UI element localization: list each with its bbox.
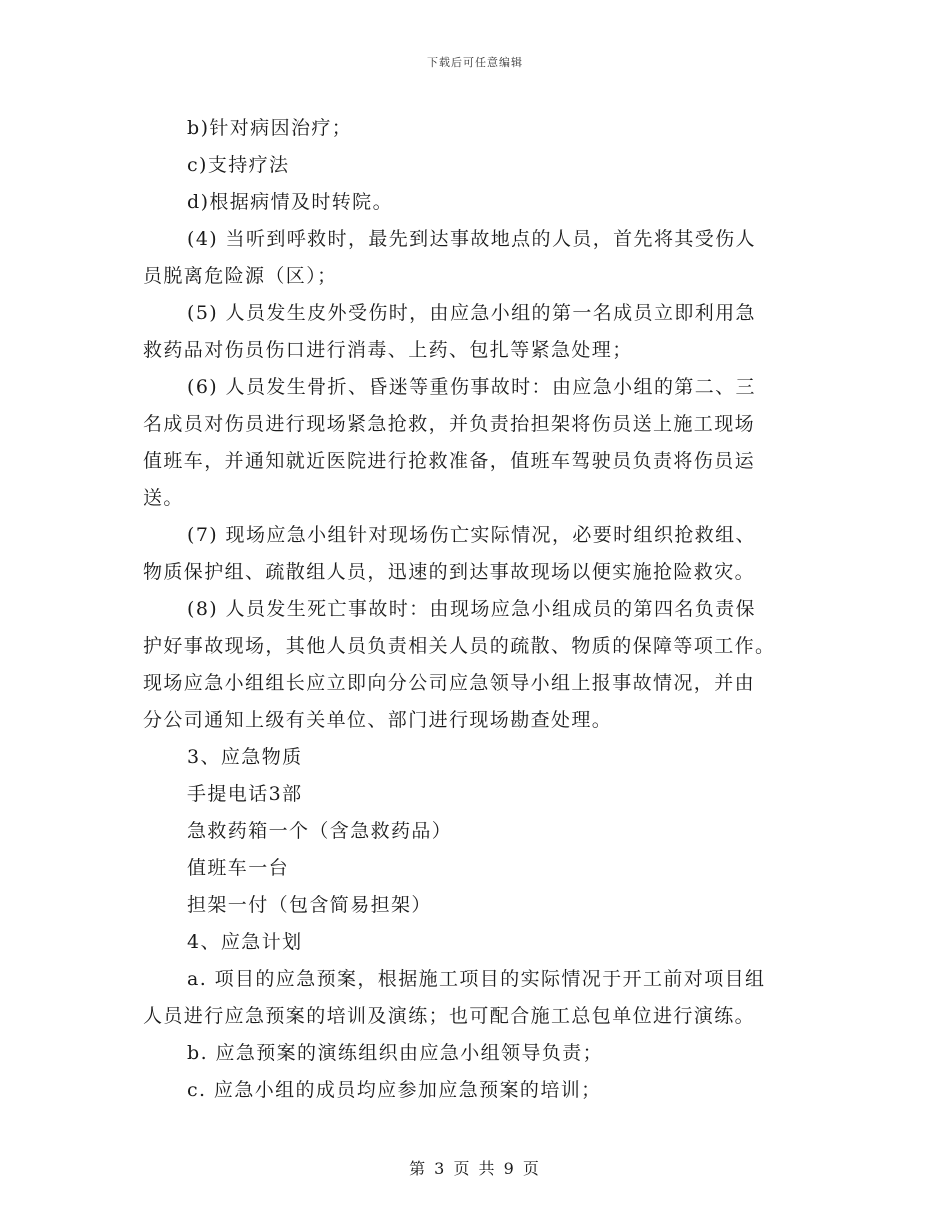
material-item: 担架一付（包含简易担架）	[187, 894, 432, 916]
section-3-title: 3、应急物质	[187, 746, 303, 768]
paragraph-line: 人员进行应急预案的培训及演练；也可配合施工总包单位进行演练。	[143, 1005, 756, 1027]
paragraph-line: 名成员对伤员进行现场紧急抢救，并负责抬担架将伤员送上施工现场	[143, 413, 756, 435]
paragraph-5	[143, 295, 808, 369]
plan-item-c: c. 应急小组的成员均应参加应急预案的培训；	[187, 1079, 602, 1101]
paragraph-6	[143, 369, 808, 517]
list-item-d: d)根据病情及时转院。	[187, 191, 393, 213]
page-header-note: 下载后可任意编辑	[427, 56, 523, 69]
paragraph-line: 分公司通知上级有关单位、部门进行现场勘查处理。	[143, 709, 613, 731]
paragraph-line: (5) 人员发生皮外受伤时，由应急小组的第一名成员立即利用急	[187, 302, 756, 324]
paragraph-line: 救药品对伤员伤口进行消毒、上药、包扎等紧急处理；	[143, 339, 633, 361]
section-4-title: 4、应急计划	[187, 931, 303, 953]
paragraph-line: a. 项目的应急预案，根据施工项目的实际情况于开工前对项目组	[187, 968, 766, 990]
paragraph-8	[143, 591, 808, 739]
paragraph-4	[143, 221, 808, 295]
paragraph-7	[143, 517, 808, 591]
material-item: 手提电话3部	[187, 783, 303, 805]
plan-item-b: b. 应急预案的演练组织由应急小组领导负责；	[187, 1042, 604, 1064]
paragraph-line: 员脱离危险源（区）；	[143, 265, 338, 287]
list-item-c: c)支持疗法	[187, 154, 290, 176]
paragraph-line: (4) 当听到呼救时，最先到达事故地点的人员，首先将其受伤人	[187, 228, 756, 250]
plan-item-a	[143, 961, 808, 1035]
paragraph-line: 护好事故现场，其他人员负责相关人员的疏散、物质的保障等项工作。	[143, 635, 776, 657]
paragraph-line: 值班车，并通知就近医院进行抢救准备，值班车驾驶员负责将伤员运	[143, 450, 756, 472]
list-item-b: b)针对病因治疗；	[187, 117, 353, 139]
page-number: 第 3 页 共 9 页	[409, 1159, 541, 1178]
paragraph-line: (6) 人员发生骨折、昏迷等重伤事故时：由应急小组的第二、三	[187, 376, 756, 398]
paragraph-line: (8) 人员发生死亡事故时：由现场应急小组成员的第四名负责保	[187, 598, 756, 620]
paragraph-line: (7) 现场应急小组针对现场伤亡实际情况，必要时组织抢救组、	[187, 524, 756, 546]
document-body	[143, 110, 808, 1109]
paragraph-line: 物质保护组、疏散组人员，迅速的到达事故现场以便实施抢险救灾。	[143, 561, 756, 583]
paragraph-line: 送。	[143, 487, 184, 509]
material-item: 值班车一台	[187, 857, 290, 879]
material-item: 急救药箱一个（含急救药品）	[187, 820, 453, 842]
paragraph-line: 现场应急小组组长应立即向分公司应急领导小组上报事故情况，并由	[143, 672, 756, 694]
